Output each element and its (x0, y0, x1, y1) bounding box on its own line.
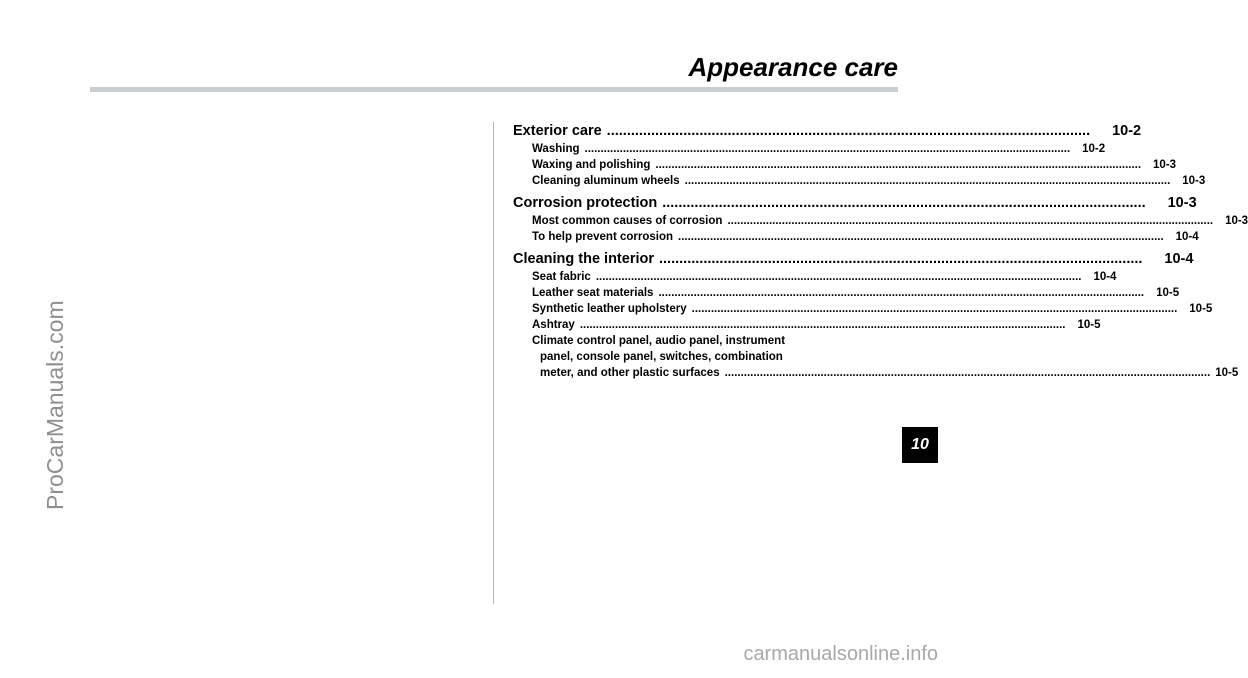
chapter-title: Appearance care (688, 52, 898, 82)
toc-section-exterior-care[interactable] (513, 122, 1142, 141)
toc-item-most-common-causes-of-corrosion[interactable] (513, 213, 1248, 229)
toc-page-number: 10-3 (1167, 195, 1197, 211)
toc-page-number: 10-5 (1215, 367, 1239, 379)
toc-leader-dots: ........................................................................................................................................................ (678, 231, 1164, 243)
toc-page-number: 10-5 (1077, 319, 1101, 331)
toc-page-number: 10-5 (1156, 287, 1180, 299)
toc-item-label-line2: panel, console panel, switches, combination (540, 351, 783, 363)
toc-item-label: To help prevent corrosion (532, 231, 673, 243)
toc-item-label: Seat fabric (532, 271, 591, 283)
toc-leader-dots: ........................................................................................................................................................ (655, 159, 1142, 171)
toc-page-number: 10-2 (1082, 143, 1106, 155)
toc-leader-dots: ........................................................................................................................................................ (691, 303, 1178, 315)
side-watermark: ProCarManuals.com (42, 300, 68, 510)
toc-page-number: 10-3 (1153, 159, 1177, 171)
column-divider (493, 122, 494, 604)
toc-item-label: Washing (532, 143, 580, 155)
footer-watermark: carmanualsonline.info (743, 643, 938, 665)
toc-leader-dots: ........................................................................................................................................................ (684, 175, 1171, 187)
toc-leader-dots: ........................................................................................................................................................ (595, 271, 1082, 283)
toc-item-to-help-prevent-corrosion[interactable] (513, 229, 1199, 245)
toc-page-number: 10-4 (1164, 251, 1194, 267)
toc-item-climate-control-panel[interactable] (513, 333, 1239, 381)
toc-leader-dots: ........................................................................................................................ (659, 251, 1143, 267)
toc-page-number: 10-2 (1112, 123, 1142, 139)
toc-page-number: 10-4 (1093, 271, 1117, 283)
toc-leader-dots: ........................................................................................................................ (662, 195, 1146, 211)
toc-section-label: Exterior care (513, 123, 602, 139)
toc-leader-dots: ........................................................................................................................................................ (724, 367, 1211, 379)
toc-item-label: Leather seat materials (532, 287, 654, 299)
toc-item-cleaning-aluminum-wheels[interactable] (513, 173, 1206, 189)
toc-item-label-line3: meter, and other plastic surfaces (540, 367, 720, 379)
toc-page-number: 10-3 (1182, 175, 1206, 187)
toc-item-leather-seat-materials[interactable] (513, 285, 1180, 301)
toc-item-synthetic-leather-upholstery[interactable] (513, 301, 1213, 317)
toc-item-label: Cleaning aluminum wheels (532, 175, 680, 187)
toc-section-label: Corrosion protection (513, 195, 658, 211)
toc-leader-dots: ........................................................................................................................................................ (579, 319, 1066, 331)
toc-item-ashtray[interactable] (513, 317, 1101, 333)
chapter-tab: 10 (902, 427, 938, 463)
toc-page-number: 10-5 (1189, 303, 1213, 315)
toc-item-seat-fabric[interactable] (513, 269, 1117, 285)
toc-leader-dots: ........................................................................................................................................................ (584, 143, 1071, 155)
toc-section-label: Cleaning the interior (513, 251, 654, 267)
toc-section-cleaning-the-interior[interactable] (513, 250, 1194, 269)
toc-item-label: Waxing and polishing (532, 159, 651, 171)
toc-page-number: 10-3 (1225, 215, 1248, 227)
toc-item-label-line1: Climate control panel, audio panel, instrument (532, 335, 786, 347)
toc-item-label: Synthetic leather upholstery (532, 303, 687, 315)
toc-item-label: Most common causes of corrosion (532, 215, 723, 227)
toc-leader-dots: ........................................................................................................................................................ (658, 287, 1145, 299)
toc-page-number: 10-4 (1175, 231, 1199, 243)
toc-item-washing[interactable] (513, 141, 1106, 157)
toc-item-label: Ashtray (532, 319, 575, 331)
toc-leader-dots: ........................................................................................................................ (606, 123, 1091, 139)
toc-item-waxing-and-polishing[interactable] (513, 157, 1177, 173)
toc-section-corrosion-protection[interactable] (513, 194, 1197, 213)
toc-leader-dots: ........................................................................................................................................................ (727, 215, 1214, 227)
title-rule (90, 87, 898, 92)
table-of-contents (513, 122, 1248, 381)
